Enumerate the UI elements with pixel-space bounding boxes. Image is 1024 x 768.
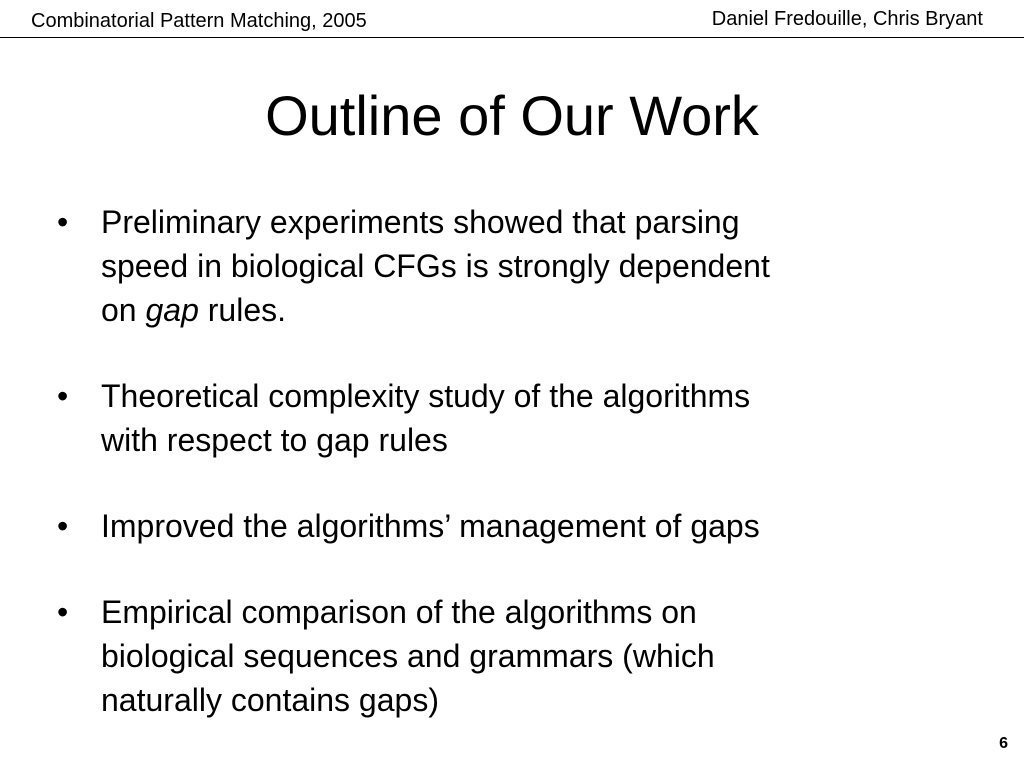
bullet-list — [57, 200, 977, 722]
bullet-text: on — [101, 292, 146, 328]
bullet-line: Improved the algorithms’ management of gaps — [101, 508, 760, 544]
bullet-marker: • — [57, 508, 69, 544]
bullet-marker: • — [57, 378, 69, 414]
header-conference: Combinatorial Pattern Matching, 2005 — [31, 10, 367, 32]
bullet-line — [101, 288, 977, 332]
bullet-marker: • — [57, 204, 69, 240]
bullet-marker: • — [57, 594, 69, 630]
slide-number: 6 — [999, 735, 1008, 752]
slide-title: Outline of Our Work — [265, 84, 759, 147]
bullet-text: rules. — [198, 292, 287, 328]
header-divider — [0, 37, 1024, 38]
bullet-line: speed in biological CFGs is strongly dependent — [101, 248, 770, 284]
bullet-item — [57, 590, 977, 722]
bullet-item — [57, 200, 977, 332]
bullet-item — [57, 504, 977, 548]
bullet-line: biological sequences and grammars (which — [101, 638, 715, 674]
bullet-line: naturally contains gaps) — [101, 682, 439, 718]
emphasis-text: gap — [145, 292, 199, 328]
bullet-item — [57, 374, 977, 462]
bullet-line: with respect to gap rules — [101, 422, 448, 458]
bullet-line: Theoretical complexity study of the algorithms — [101, 378, 751, 414]
bullet-line: Empirical comparison of the algorithms on — [101, 594, 697, 630]
bullet-line: Preliminary experiments showed that parsing — [101, 204, 740, 240]
header-authors: Daniel Fredouille, Chris Bryant — [711, 8, 983, 30]
